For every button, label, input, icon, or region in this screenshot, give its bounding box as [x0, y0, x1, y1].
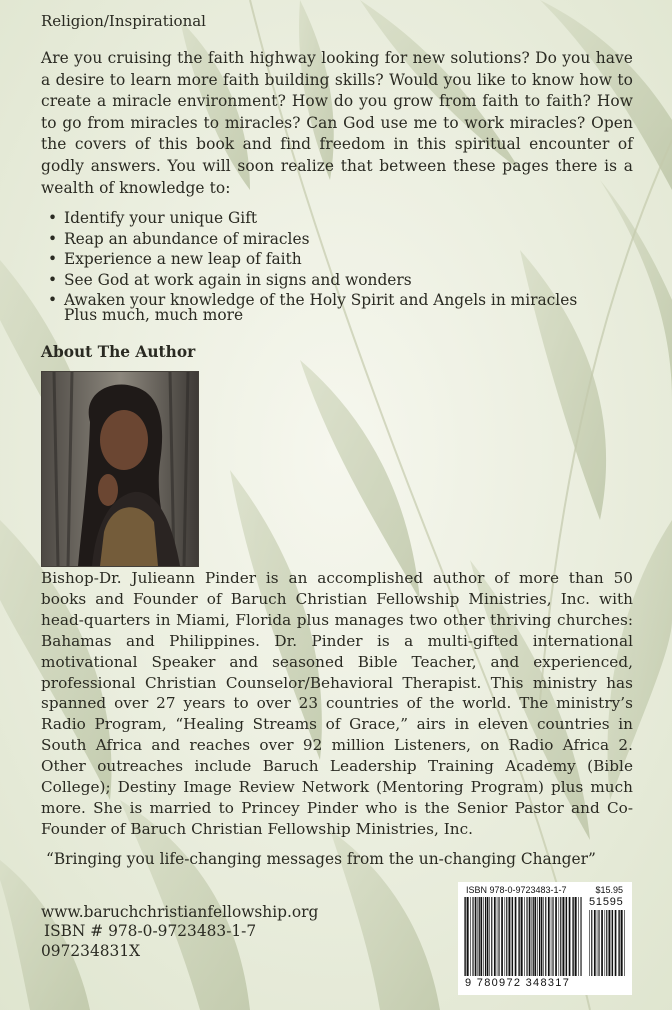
barcode-bar	[573, 897, 574, 976]
barcode-bar	[489, 897, 490, 976]
barcode-bar	[508, 897, 510, 976]
barcode-digits: 9 780972 348317	[465, 977, 571, 989]
barcode-bar	[598, 910, 599, 976]
list-item: • See God at work again in signs and wonders	[47, 270, 637, 291]
barcode-bar	[497, 897, 498, 976]
barcode-bar	[534, 897, 536, 976]
tagline: “Bringing you life-changing messages from the un-changing Changer”	[46, 850, 596, 868]
barcode-bar	[470, 897, 471, 976]
barcode-bar	[543, 897, 544, 976]
barcode-bar	[575, 897, 577, 976]
barcode-bar	[589, 910, 590, 976]
barcode-bar	[494, 897, 496, 976]
barcode-bar	[565, 897, 566, 976]
intro-paragraph: Are you cruising the faith highway looking for new solutions? Do you have a desire to learn more faith building skills? Would you like to know how to create a miracle environment? How do you grow from faith to faith? How to go from miracles to miracles? Can God use me to work miracles? Open the covers of this book and find freedom in this spiritual encounter of godly answers. You will soon realize that between these pages there is a wealth of knowledge to:	[41, 49, 633, 197]
barcode-bar	[619, 910, 620, 976]
barcode-bar	[491, 897, 492, 976]
barcode-panel	[458, 882, 632, 995]
barcode-bar	[615, 910, 617, 976]
benefits-list	[47, 208, 637, 311]
barcode-bar	[578, 897, 579, 976]
barcode-bar	[511, 897, 512, 976]
barcode-bar	[605, 910, 606, 976]
barcode-price: $15.95	[595, 885, 623, 895]
barcode-bar	[611, 910, 612, 976]
category-label: Religion/Inspirational	[41, 12, 206, 30]
barcode-bar	[526, 897, 527, 976]
barcode-bar	[601, 910, 603, 976]
barcode-bar	[506, 897, 507, 976]
isbn10-text: 097234831X	[41, 942, 141, 960]
barcode-bar	[580, 897, 581, 976]
barcode-addon-digits: 51595	[589, 896, 624, 908]
barcode-bar	[467, 897, 469, 976]
list-item: • Experience a new leap of faith	[47, 249, 637, 270]
barcode-bar	[478, 897, 479, 976]
barcode-bar	[618, 910, 619, 976]
barcode-bar	[548, 897, 550, 976]
barcode-bar	[512, 897, 513, 976]
list-item: • Awaken your knowledge of the Holy Spirit and Angels in miracles	[47, 290, 637, 311]
barcode-bar	[521, 897, 523, 976]
barcode-bar	[529, 897, 531, 976]
barcode-bar	[515, 897, 517, 976]
list-item: • Reap an abundance of miracles	[47, 229, 637, 250]
barcode-bar	[591, 910, 592, 976]
barcode-bar	[572, 897, 573, 976]
barcode-bar	[518, 897, 519, 976]
author-photo	[41, 371, 199, 567]
author-bio: Bishop-Dr. Julieann Pinder is an accomplished author of more than 50 books and Founder of Baruch Christian Fellowship Ministries, Inc. with head-quarters in Miami, Florida plus manages two other thriving churches: Bahamas and Philippines. Dr. Pinder is a multi-gifted international motivational Speaker and seasoned Bible Teacher, and experienced, professional Christian Counselor/Behavioral Therapist. This ministry has spanned over 27 years to over 23 countries of the world. The ministry’s Radio Program, “Healing Streams of Grace,” airs in eleven countries in South Africa and reaches over 92 million Listeners, on Radio Africa 2. Other outreaches include Baruch Leadership Training Academy (Bible College); Destiny Image Review Network (Mentoring Program) plus much more. She is married to Princey Pinder who is the Senior Pastor and Co-Founder of Baruch Christian Fellowship Ministries, Inc.	[41, 569, 633, 838]
barcode-bar	[608, 910, 610, 976]
barcode-bar	[545, 897, 546, 976]
barcode-bar	[537, 897, 538, 976]
barcode-bar	[479, 897, 480, 976]
barcode-bar	[539, 897, 540, 976]
barcode-bar	[464, 897, 465, 976]
barcode-bar	[569, 897, 571, 976]
barcode-bar	[551, 897, 552, 976]
barcode-bar	[519, 897, 520, 976]
barcode-bar	[552, 897, 553, 976]
barcode-bar	[555, 897, 557, 976]
barcode-bar	[562, 897, 564, 976]
barcode-bar	[560, 897, 561, 976]
barcode-bar	[501, 897, 503, 976]
barcode-bar	[483, 897, 484, 976]
barcode-bar	[487, 897, 489, 976]
about-author-heading: About The Author	[41, 343, 196, 361]
barcode-bar	[480, 897, 482, 976]
barcode-bar	[594, 910, 596, 976]
barcode-bar	[621, 910, 623, 976]
plus-more-text: Plus much, much more	[64, 306, 244, 324]
barcode-bar	[541, 897, 543, 976]
barcode-bar	[524, 897, 525, 976]
barcode-bar	[532, 897, 533, 976]
barcode-icon	[463, 897, 583, 976]
barcode-bar	[498, 897, 499, 976]
barcode-addon-icon	[588, 910, 628, 976]
barcode-isbn-label: ISBN 978-0-9723483-1-7	[466, 885, 567, 895]
barcode-bar	[475, 897, 477, 976]
barcode-bar	[612, 910, 613, 976]
isbn-text: ISBN # 978-0-9723483-1-7	[44, 922, 257, 940]
barcode-bar	[485, 897, 486, 976]
barcode-bar	[566, 897, 567, 976]
barcode-bar	[606, 910, 607, 976]
barcode-bar	[624, 910, 625, 976]
barcode-bar	[472, 897, 473, 976]
barcode-bar	[505, 897, 506, 976]
barcode-bar	[465, 897, 466, 976]
barcode-bar	[533, 897, 534, 976]
barcode-bar	[559, 897, 560, 976]
list-item: • Identify your unique Gift	[47, 208, 637, 229]
website-link[interactable]: www.baruchchristianfellowship.org	[41, 903, 319, 921]
barcode-bar	[597, 910, 598, 976]
